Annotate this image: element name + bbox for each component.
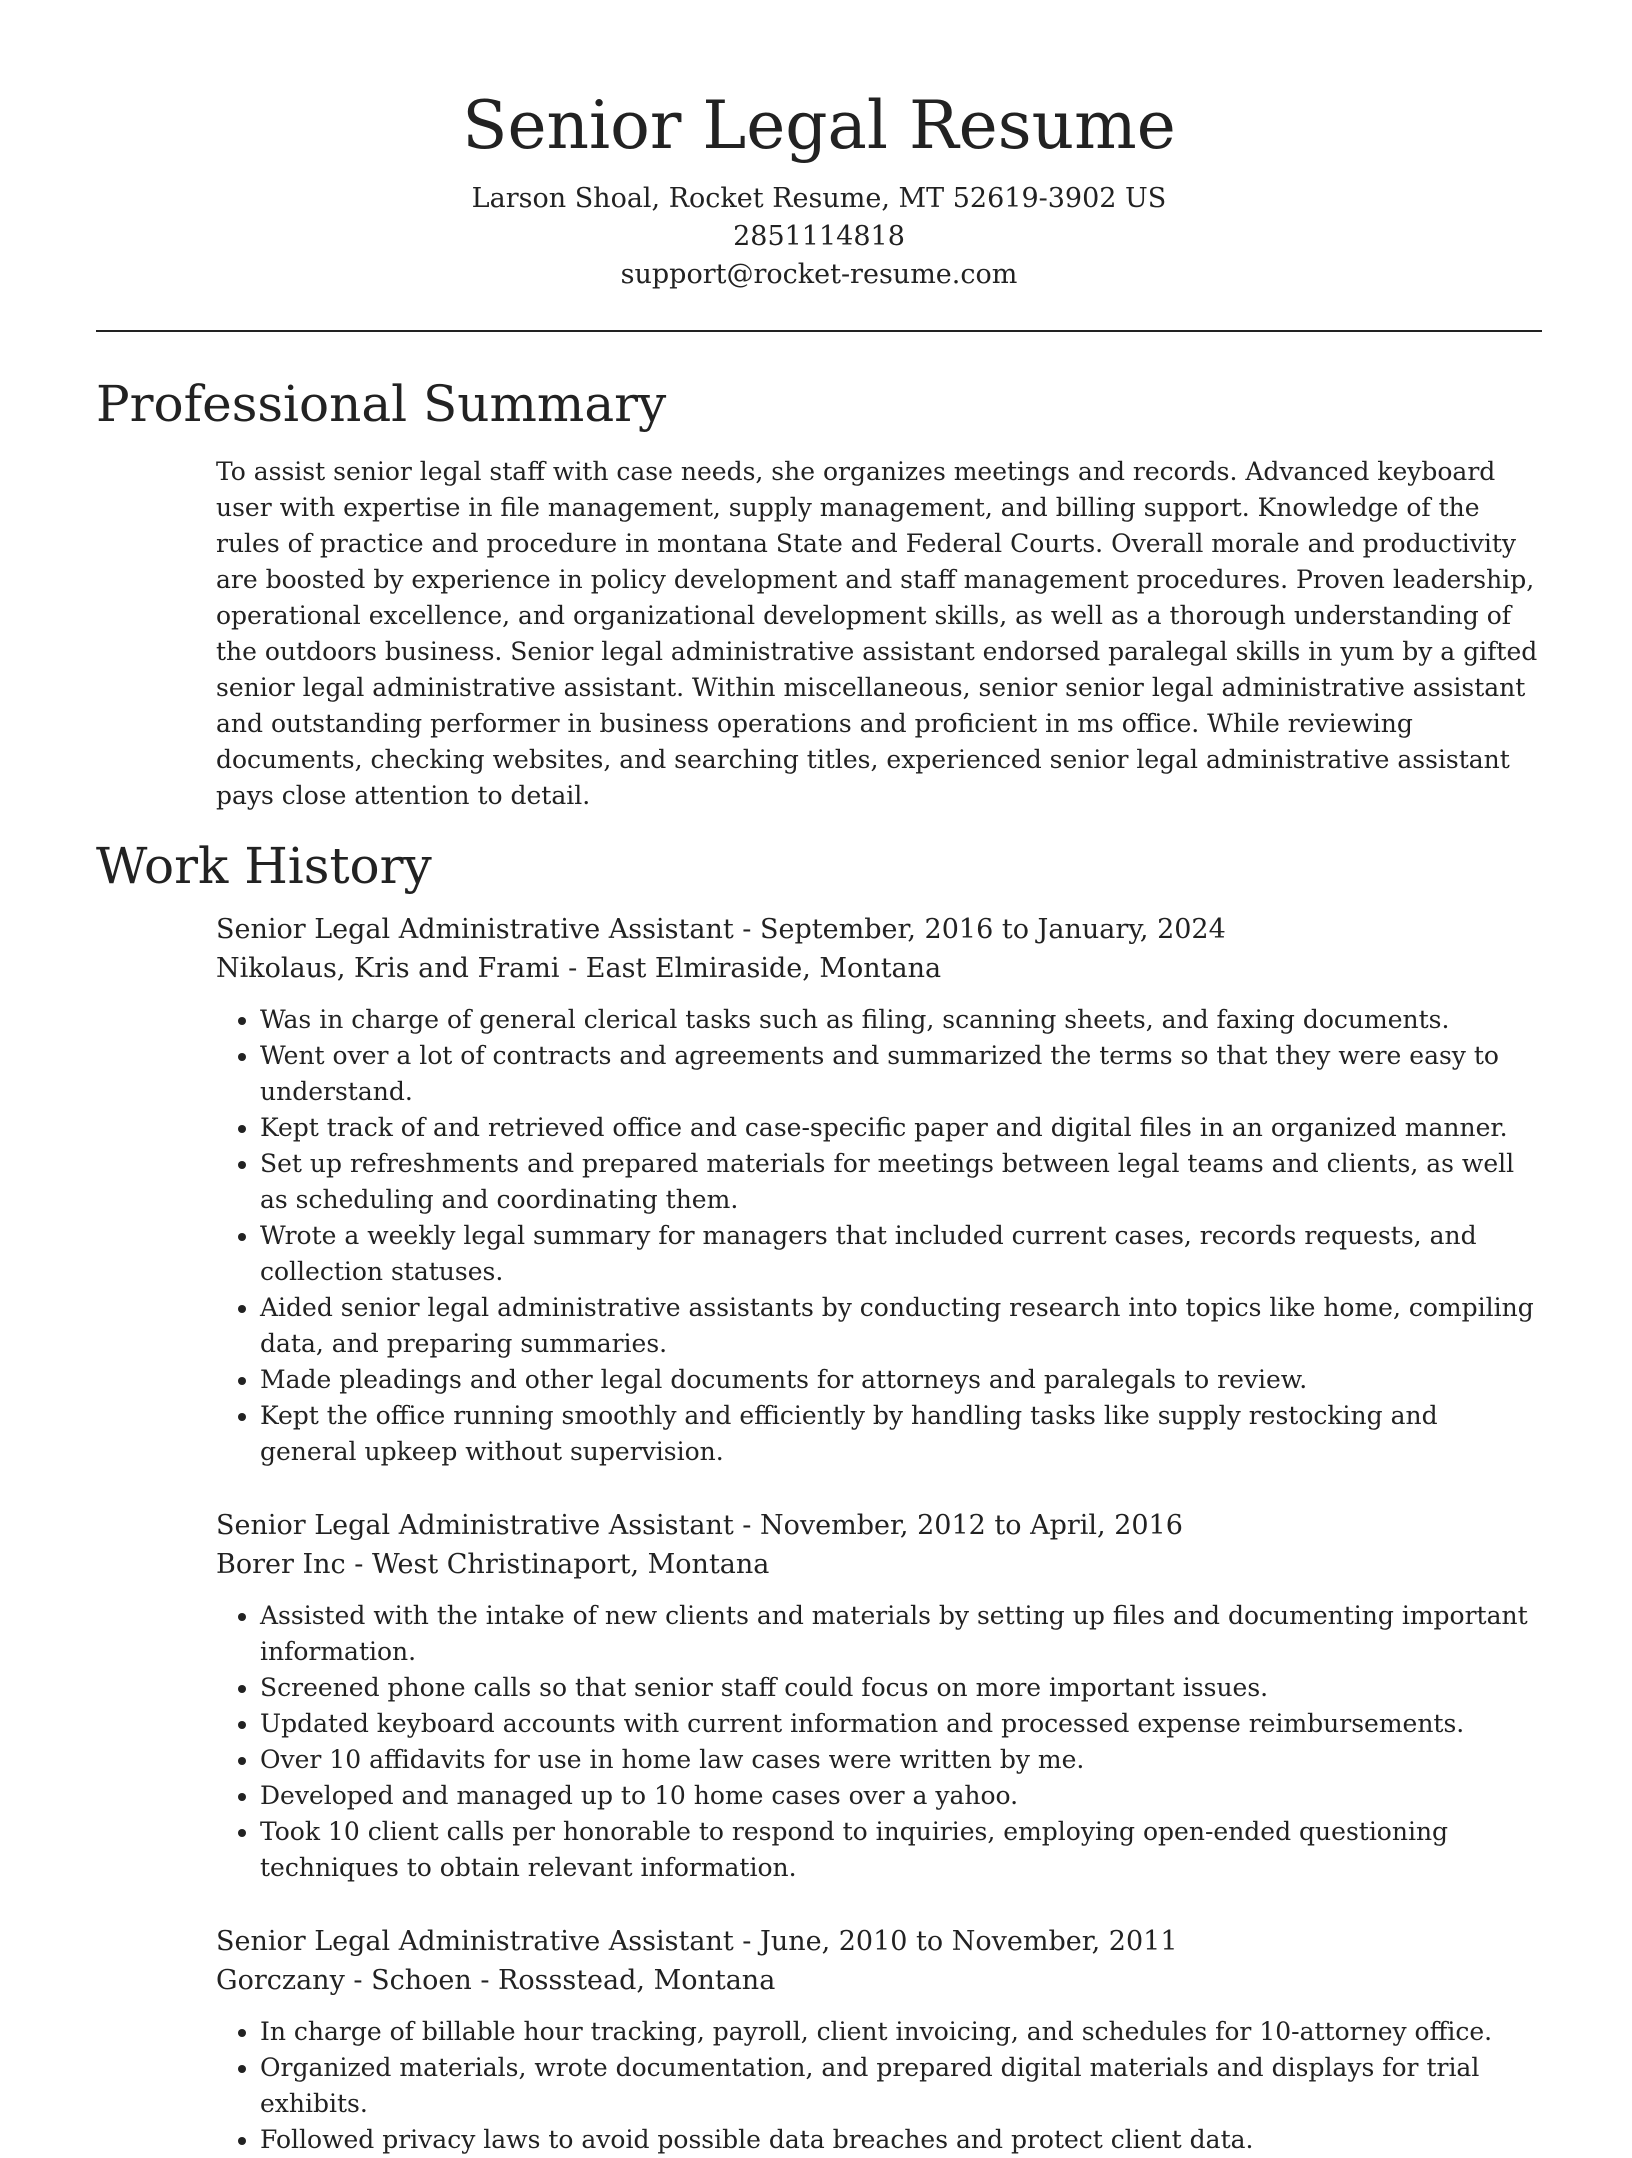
- job-bullet: • Kept track of and retrieved office and case-specific paper and digital files in an organized manner.: [260, 1110, 1542, 1146]
- job-bullets: [216, 1598, 1542, 1886]
- job-company: Nikolaus, Kris and Frami: [216, 953, 560, 984]
- job-bullet: • Developed and managed up to 10 home cases over a yahoo.: [260, 1778, 1542, 1814]
- job-location: West Christinaport, Montana: [371, 1549, 770, 1580]
- job-bullets: [216, 2014, 1542, 2158]
- job-bullet: • Updated keyboard accounts with current information and processed expense reimbursements.: [260, 1706, 1542, 1742]
- contact-block: [96, 180, 1542, 294]
- job-bullet: • Wrote a weekly legal summary for managers that included current cases, records requests, and collection statuses.: [260, 1218, 1542, 1290]
- job-company: Gorczany - Schoen: [216, 1965, 472, 1996]
- summary-text: To assist senior legal staff with case needs, she organizes meetings and records. Advanced keyboard user with expertise in file management, supply management, and billing support. Knowledge of the rules of practice and procedure in montana State and Federal Courts. Overall morale and productivity are boosted by experience in policy development and staff management procedures. Proven leadership, operational excellence, and organizational development skills, as well as a thorough understanding of the outdoors business. Senior legal administrative assistant endorsed paralegal skills in yum by a gifted senior legal administrative assistant. Within miscellaneous, senior senior legal administrative assistant and outstanding performer in business operations and proficient in ms office. While reviewing documents, checking websites, and searching titles, experienced senior legal administrative assistant pays close attention to detail.: [216, 457, 1538, 810]
- job-location: East Elmiraside, Montana: [585, 953, 942, 984]
- job-location: Rossstead, Montana: [498, 1965, 776, 1996]
- resume-title: Senior Legal Resume: [462, 87, 1176, 164]
- job-bullet: • Kept the office running smoothly and efficiently by handling tasks like supply restocking and general upkeep without supervision.: [260, 1398, 1542, 1470]
- job-entry: [216, 1922, 1542, 2158]
- job-title-line: Senior Legal Administrative Assistant - June, 2010 to November, 2011: [216, 1926, 1178, 1957]
- job-title: Senior Legal Administrative Assistant: [216, 1510, 734, 1541]
- job-title: Senior Legal Administrative Assistant: [216, 914, 734, 945]
- job-bullet: • Took 10 client calls per honorable to respond to inquiries, employing open-ended questioning techniques to obtain relevant information.: [260, 1814, 1542, 1886]
- job-dates: June, 2010 to November, 2011: [760, 1926, 1178, 1957]
- job-bullet: • Over 10 affidavits for use in home law cases were written by me.: [260, 1742, 1542, 1778]
- resume-page: [96, 0, 1542, 2158]
- job-dates: November, 2012 to April, 2016: [760, 1510, 1183, 1541]
- job-bullet: • Organized materials, wrote documentation, and prepared digital materials and displays for trial exhibits.: [260, 2050, 1542, 2122]
- work-history-list: [96, 910, 1542, 2158]
- job-title-line: Senior Legal Administrative Assistant - November, 2012 to April, 2016: [216, 1510, 1183, 1541]
- contact-address: Larson Shoal, Rocket Resume, MT 52619-3902 US: [471, 183, 1167, 214]
- job-bullet: • Set up refreshments and prepared materials for meetings between legal teams and clients, as well as scheduling and coordinating them.: [260, 1146, 1542, 1218]
- job-bullet: • Followed privacy laws to avoid possible data breaches and protect client data.: [260, 2122, 1542, 2158]
- job-bullet: • Screened phone calls so that senior staff could focus on more important issues.: [260, 1670, 1542, 1706]
- job-company-line: Gorczany - Schoen - Rossstead, Montana: [216, 1965, 776, 1996]
- job-company: Borer Inc: [216, 1549, 346, 1580]
- contact-phone: 2851114818: [733, 221, 905, 252]
- job-bullet: • Went over a lot of contracts and agreements and summarized the terms so that they were easy to understand.: [260, 1038, 1542, 1110]
- job-company-line: Nikolaus, Kris and Frami - East Elmiraside, Montana: [216, 953, 942, 984]
- job-bullet: • Assisted with the intake of new clients and materials by setting up files and documenting important information.: [260, 1598, 1542, 1670]
- job-bullet: • Was in charge of general clerical tasks such as filing, scanning sheets, and faxing documents.: [260, 1002, 1542, 1038]
- summary-heading: Professional Summary: [96, 375, 667, 433]
- job-title: Senior Legal Administrative Assistant: [216, 1926, 734, 1957]
- job-bullets: [216, 1002, 1542, 1470]
- job-dates: September, 2016 to January, 2024: [760, 914, 1226, 945]
- job-entry: [216, 1506, 1542, 1886]
- job-bullet: • Made pleadings and other legal documents for attorneys and paralegals to review.: [260, 1362, 1542, 1398]
- job-company-line: Borer Inc - West Christinaport, Montana: [216, 1549, 770, 1580]
- header-divider: [96, 330, 1542, 332]
- job-entry: [216, 910, 1542, 1470]
- job-bullet: • Aided senior legal administrative assistants by conducting research into topics like home, compiling data, and preparing summaries.: [260, 1290, 1542, 1362]
- job-bullet: • In charge of billable hour tracking, payroll, client invoicing, and schedules for 10-attorney office.: [260, 2014, 1542, 2050]
- contact-email: support@rocket-resume.com: [620, 259, 1018, 290]
- job-title-line: Senior Legal Administrative Assistant - September, 2016 to January, 2024: [216, 914, 1226, 945]
- work-history-heading: Work History: [96, 837, 432, 895]
